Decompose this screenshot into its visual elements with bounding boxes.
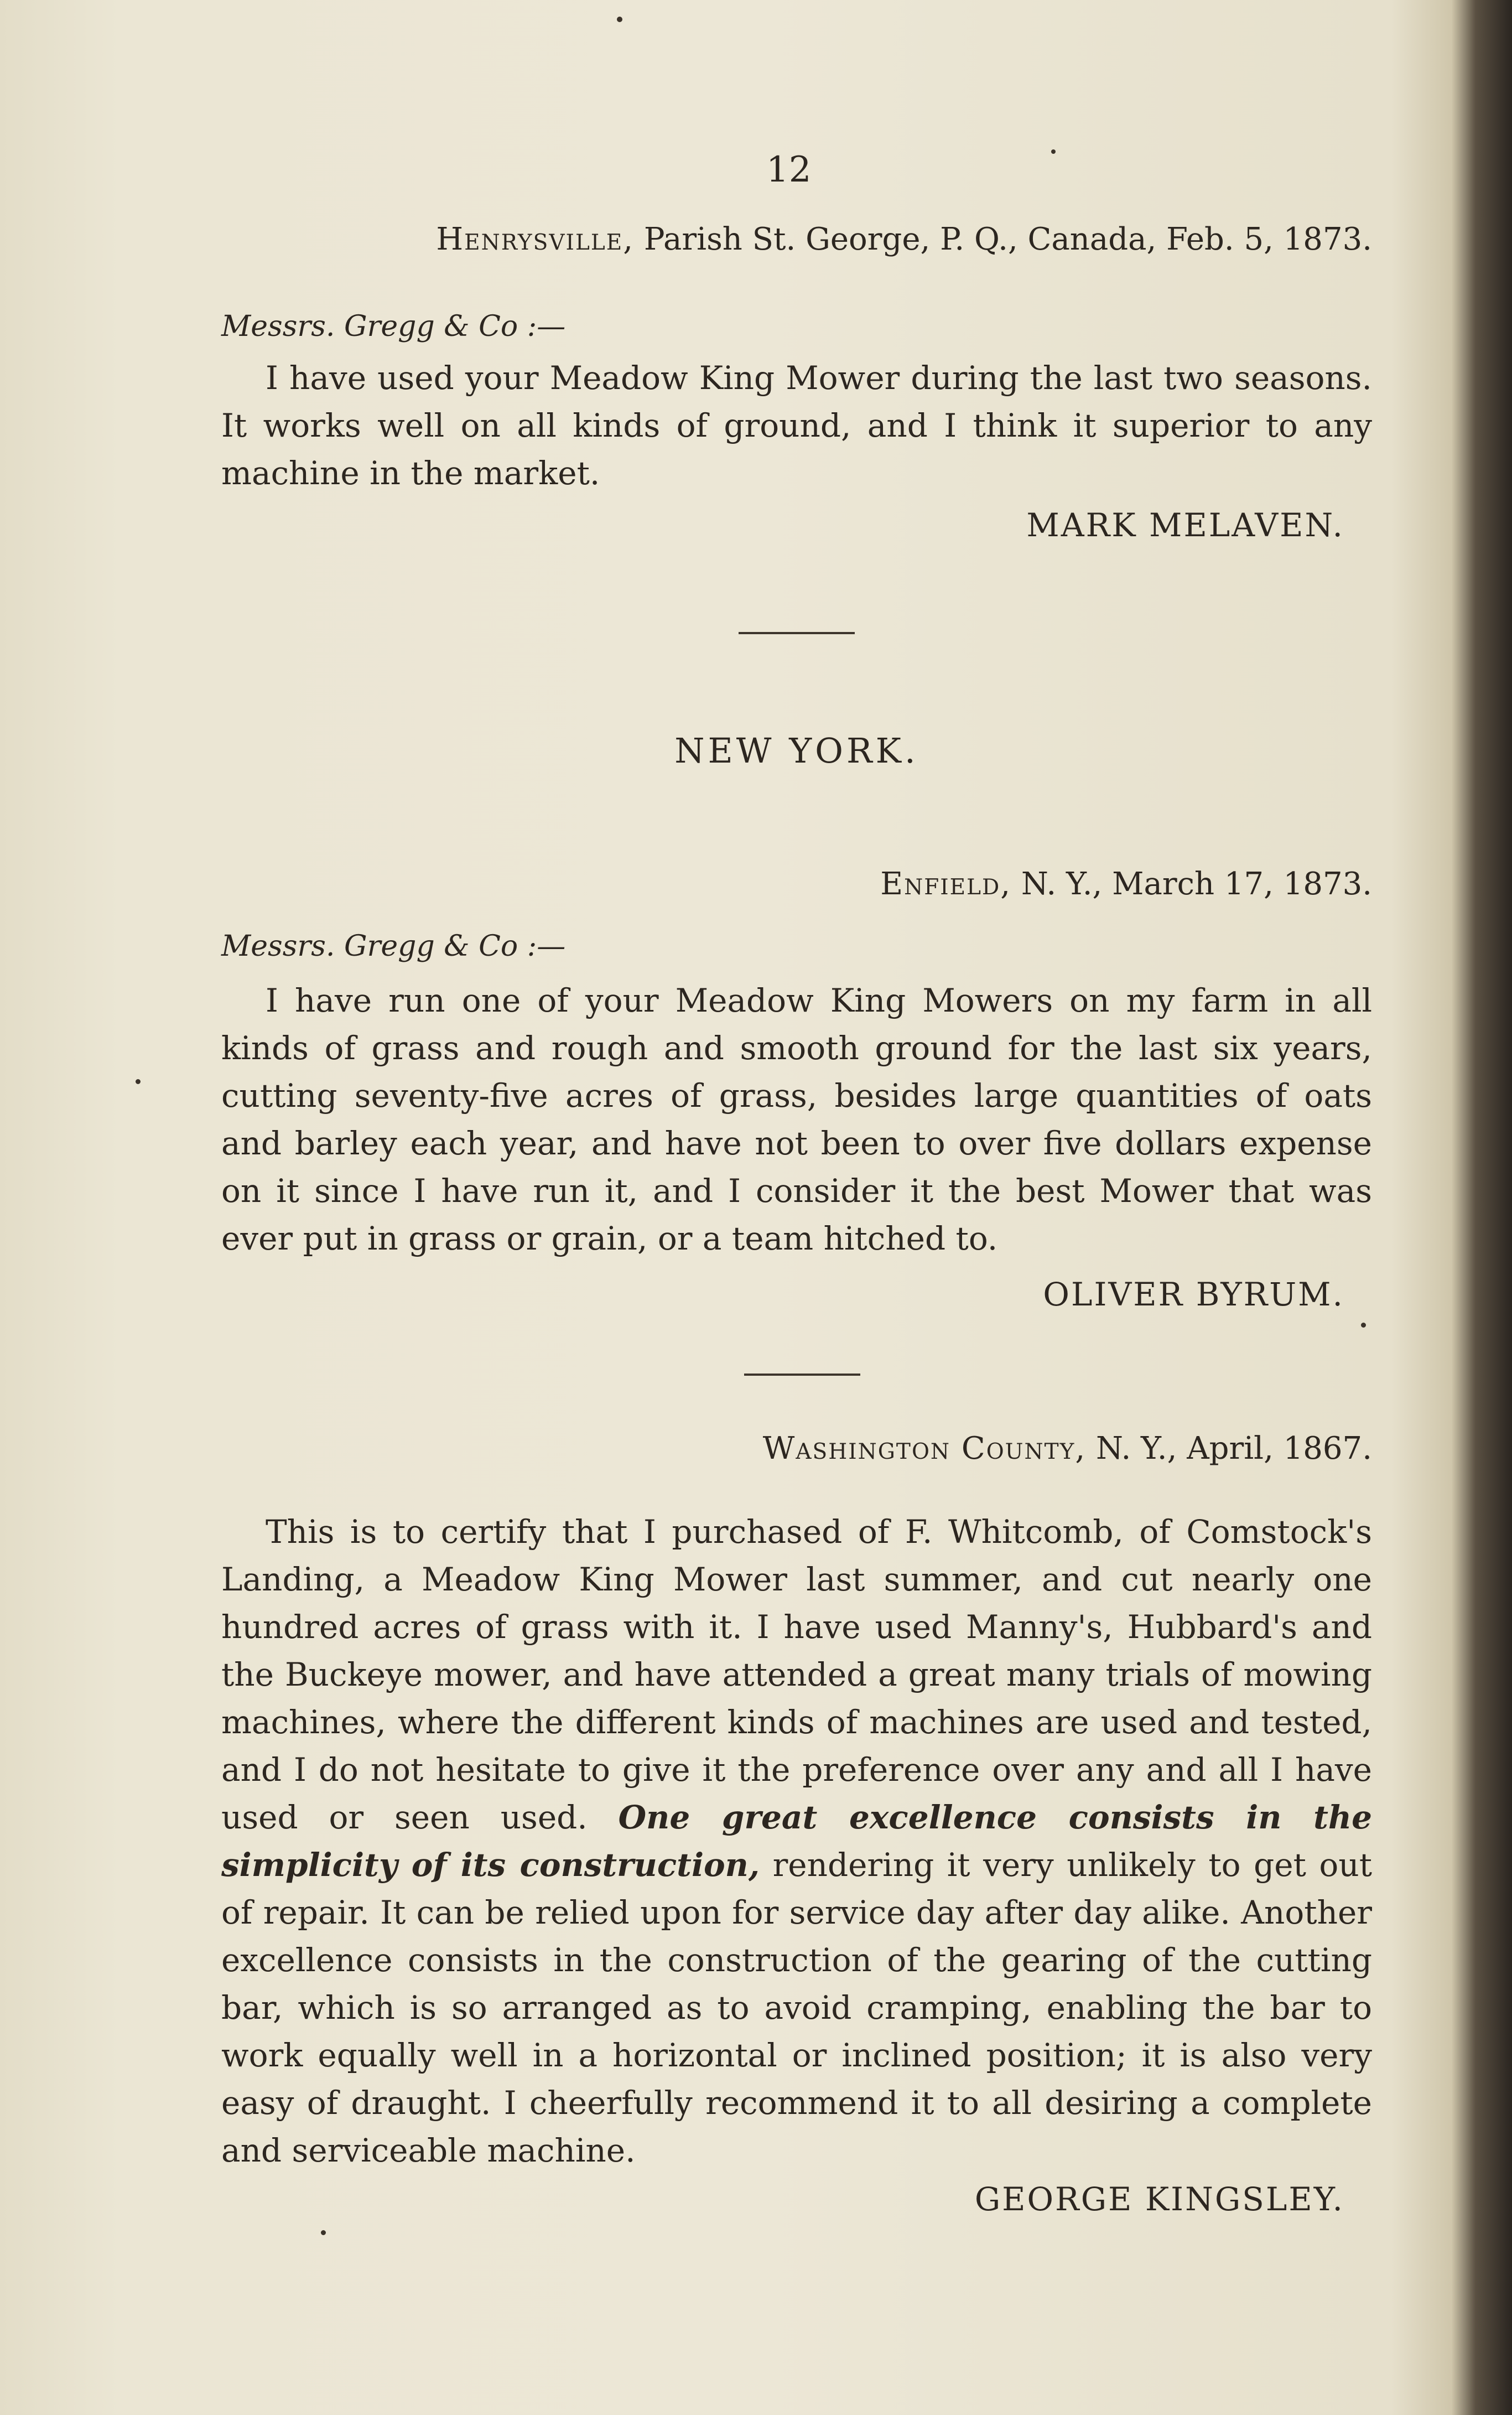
- letter-3-body-after: rendering it very unlikely to get out of repair. It can be relied upon for service day after day alike. Another excellence consists in the construction of the gearing of the cutting bar, which is so arranged as to avoid cramping, enabling the bar to work equally well in a horizontal or inclined position; it is also very easy of draught. I cheerfully recommend it to all desiring a complete and serviceable machine.: [221, 1846, 1372, 2169]
- letter-3-body-before: This is to certify that I purchased of F. Whitcomb, of Comstock's Landing, a Meadow King Mower last summer, and cut nearly one hundred acres of grass with it. I have used Manny's, Hubbard's and the Buckeye mower, and have attended a great many trials of mowing machines, where the different kinds of machines are used and tested, and I do not hesitate to give it the preference over any and all I have used or seen used.: [221, 1513, 1372, 1836]
- section-heading: NEW YORK.: [674, 730, 919, 771]
- page-number: 12: [766, 149, 812, 190]
- dateline-place: Enfield,: [880, 866, 1012, 902]
- letter-3-dateline: [763, 1431, 1372, 1466]
- letter-2-body-text: I have run one of your Meadow King Mowers on my farm in all kinds of grass and rough and smooth ground for the last six years, cutting seventy-five acres of grass, besides large quantities of oats and barley each year, and have not been to over five dollars expense on it since I have run it, and I consider it the best Mower that was ever put in grass or grain, or a team hitched to.: [221, 982, 1372, 1257]
- print-speck: [1361, 1323, 1366, 1328]
- print-speck: [321, 2230, 326, 2235]
- dateline-rest: N. Y., April, 1867.: [1086, 1431, 1372, 1466]
- letter-2-body: [221, 977, 1372, 1262]
- dateline-place: Washington County,: [762, 1431, 1087, 1466]
- print-speck: [136, 1079, 141, 1084]
- letter-2-salutation: Messrs. Gregg & Co :—: [221, 930, 566, 963]
- dateline-place: Henrysville,: [436, 221, 635, 257]
- letter-2-dateline: [880, 866, 1372, 902]
- letter-1-dateline: [436, 221, 1372, 257]
- letter-3-emphasis: One great excellence consists in the simplicity of its construction,: [221, 1799, 1373, 1884]
- print-speck: [617, 17, 622, 22]
- print-speck: [1051, 149, 1056, 154]
- letter-3-body: [221, 1508, 1372, 2174]
- section-divider: [739, 632, 855, 634]
- letter-2-signature: OLIVER BYRUM.: [1043, 1276, 1344, 1313]
- letter-1-body: [221, 354, 1372, 497]
- letter-1-body-text: I have used your Meadow King Mower during the last two seasons. It works well on all kinds of ground, and I think it superior to any machine in the market.: [221, 359, 1372, 492]
- letter-3-signature: GEORGE KINGSLEY.: [974, 2180, 1344, 2218]
- section-divider: [744, 1374, 860, 1376]
- letter-1-signature: MARK MELAVEN.: [1026, 506, 1344, 544]
- dateline-rest: N. Y., March 17, 1873.: [1011, 866, 1372, 902]
- letter-1-salutation: Messrs. Gregg & Co :—: [221, 310, 566, 343]
- dateline-rest: Parish St. George, P. Q., Canada, Feb. 5, 1873.: [634, 221, 1372, 257]
